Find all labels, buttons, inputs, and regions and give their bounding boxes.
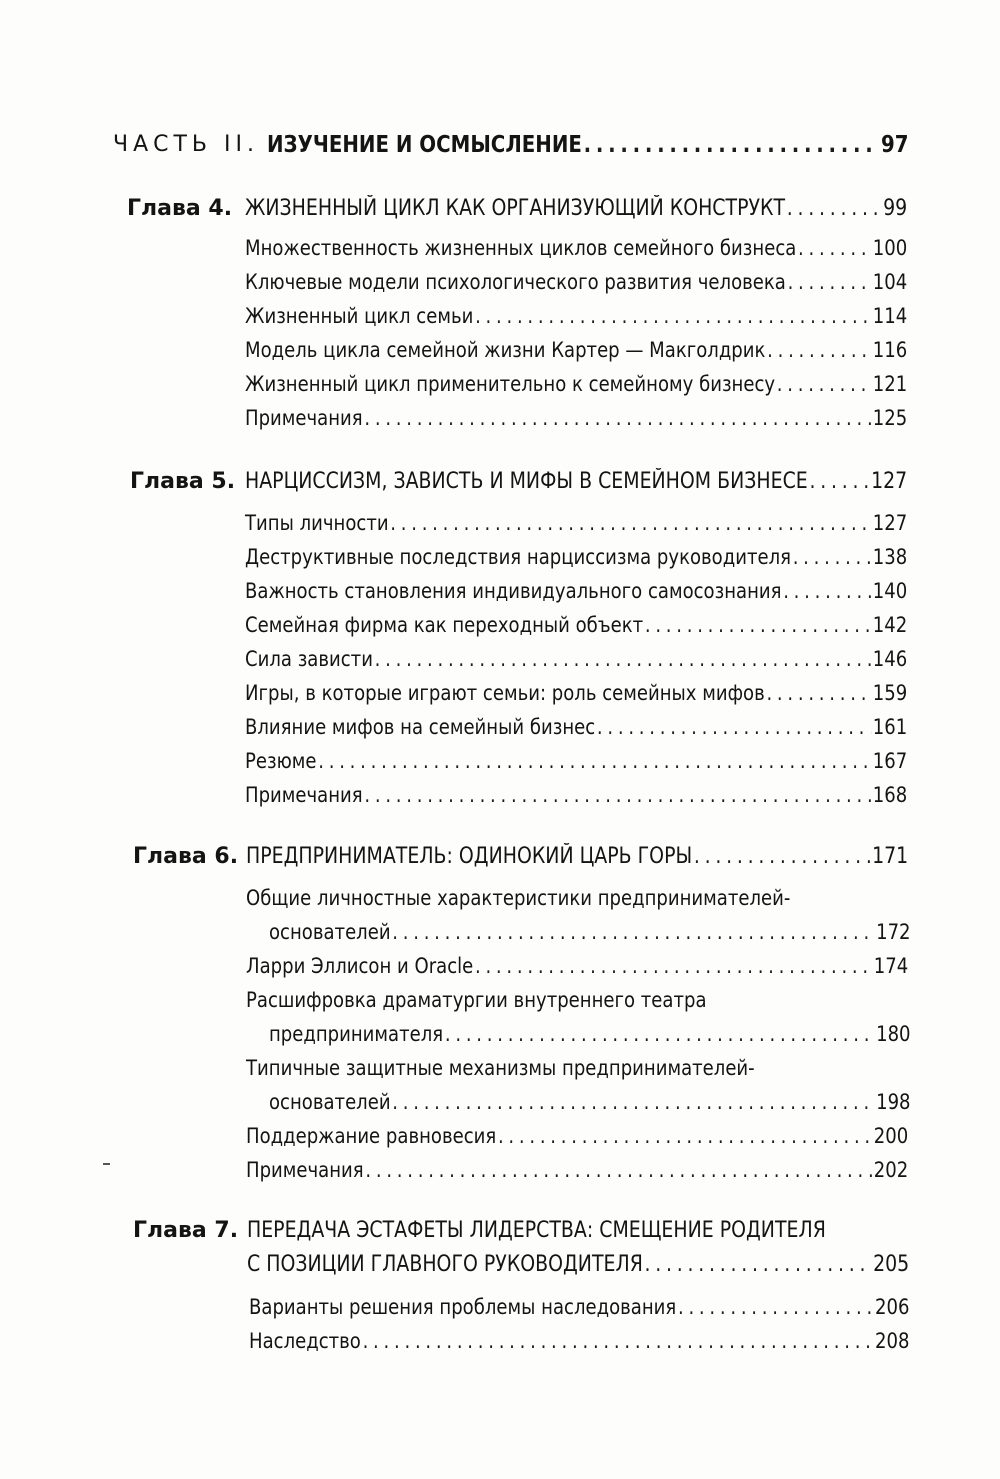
entry-title: Модель цикла семейной жизни Картер — Макголдрик xyxy=(245,338,766,362)
chapter-label: Глава 7. xyxy=(133,1218,239,1243)
entry-title: Сила зависти xyxy=(245,647,373,671)
leader-dots xyxy=(645,610,871,640)
toc-entry xyxy=(245,301,907,331)
entry-title-line2: предпринимателя xyxy=(269,1022,444,1046)
page-number: 99 xyxy=(883,196,908,221)
chapter-entry xyxy=(247,1250,909,1280)
page-number: 138 xyxy=(872,545,908,569)
entry-title: Влияние мифов на семейный бизнес xyxy=(245,715,596,739)
toc-entry xyxy=(249,1326,909,1356)
toc-entry xyxy=(249,1292,909,1322)
entry-title: Ларри Эллисон и Oracle xyxy=(246,954,474,978)
page-number: 205 xyxy=(873,1252,910,1277)
toc-entry xyxy=(246,1121,908,1151)
leader-dots xyxy=(392,1087,874,1117)
page-number: 171 xyxy=(872,844,909,869)
leader-dots xyxy=(793,542,871,572)
entry-title-line1: Типичные защитные механизмы предпринимателей- xyxy=(246,1056,755,1080)
leader-dots xyxy=(445,1019,874,1049)
toc-entry xyxy=(269,917,911,947)
toc-entry xyxy=(245,267,907,297)
leader-dots xyxy=(788,267,871,297)
chapter-title-line2: С ПОЗИЦИИ ГЛАВНОГО РУКОВОДИТЕЛЯ xyxy=(247,1252,643,1277)
toc-entry xyxy=(269,1087,911,1117)
page-number: 180 xyxy=(876,1022,911,1046)
leader-dots xyxy=(364,780,871,810)
page-number: 172 xyxy=(876,920,911,944)
leader-dots xyxy=(597,712,871,742)
entry-title-line1: Расшифровка драматургии внутреннего театра xyxy=(246,988,707,1012)
entry-title: Примечания xyxy=(245,783,363,807)
toc-entry xyxy=(245,712,907,742)
part-entry xyxy=(267,130,909,160)
chapter-label: Глава 6. xyxy=(133,844,239,869)
part-title: ИЗУЧЕНИЕ И ОСМЫСЛЕНИЕ xyxy=(267,132,582,158)
page-number: 127 xyxy=(871,469,908,494)
entry-title: Жизненный цикл семьи xyxy=(245,304,474,328)
margin-mark xyxy=(103,1163,110,1165)
toc-entry xyxy=(245,644,907,674)
toc-entry xyxy=(245,233,907,263)
page-number: 104 xyxy=(872,270,908,294)
entry-title: Варианты решения проблемы наследования xyxy=(249,1295,677,1319)
page-number: 161 xyxy=(872,715,908,739)
entry-title: Поддержание равновесия xyxy=(246,1124,497,1148)
toc-entry xyxy=(245,780,907,810)
entry-title: Наследство xyxy=(249,1329,361,1353)
entry-title: Примечания xyxy=(245,406,363,430)
part-label: ЧАСТЬ II. xyxy=(113,132,259,157)
leader-dots xyxy=(798,233,871,263)
leader-dots xyxy=(783,576,871,606)
toc-entry xyxy=(245,610,907,640)
toc-entry xyxy=(246,951,908,981)
chapter-title: ПРЕДПРИНИМАТЕЛЬ: ОДИНОКИЙ ЦАРЬ ГОРЫ xyxy=(246,844,693,869)
chapter-title: ЖИЗНЕННЫЙ ЦИКЛ КАК ОРГАНИЗУЮЩИЙ КОНСТРУКТ xyxy=(245,196,786,221)
page-number: 198 xyxy=(876,1090,911,1114)
page-number: 202 xyxy=(873,1158,909,1182)
leader-dots xyxy=(498,1121,872,1151)
leader-dots xyxy=(809,467,869,497)
leader-dots xyxy=(365,1155,872,1185)
leader-dots xyxy=(584,130,880,160)
entry-title: Множественность жизненных циклов семейного бизнеса xyxy=(245,236,797,260)
toc-entry xyxy=(245,369,907,399)
page-number: 208 xyxy=(874,1329,910,1353)
page-number: 174 xyxy=(873,954,909,978)
toc-entry xyxy=(269,1019,911,1049)
leader-dots xyxy=(767,335,871,365)
leader-dots xyxy=(475,951,872,981)
leader-dots xyxy=(645,1250,872,1280)
entry-title-line1: Общие личностные характеристики предпринимателей- xyxy=(246,886,791,910)
entry-title: Примечания xyxy=(246,1158,364,1182)
page-number: 127 xyxy=(872,511,908,535)
entry-title: Жизненный цикл применительно к семейному бизнесу xyxy=(245,372,776,396)
entry-title: Резюме xyxy=(245,749,317,773)
entry-title: Игры, в которые играют семьи: роль семейных мифов xyxy=(245,681,765,705)
chapter-entry xyxy=(245,194,907,224)
entry-title: Типы личности xyxy=(245,511,389,535)
leader-dots xyxy=(390,508,871,538)
leader-dots xyxy=(392,917,874,947)
leader-dots xyxy=(777,369,871,399)
leader-dots xyxy=(363,1326,874,1356)
page-number: 121 xyxy=(872,372,908,396)
leader-dots xyxy=(375,644,871,674)
page-number: 116 xyxy=(872,338,908,362)
toc-entry xyxy=(245,746,907,776)
leader-dots xyxy=(318,746,871,776)
leader-dots xyxy=(766,678,871,708)
page-number: 167 xyxy=(872,749,908,773)
leader-dots xyxy=(364,403,871,433)
chapter-label: Глава 5. xyxy=(130,469,236,494)
leader-dots xyxy=(678,1292,873,1322)
chapter-title-line1: ПЕРЕДАЧА ЭСТАФЕТЫ ЛИДЕРСТВА: СМЕЩЕНИЕ РОДИТЕЛЯ xyxy=(247,1218,826,1243)
toc-entry xyxy=(245,335,907,365)
entry-title: Деструктивные последствия нарциссизма руководителя xyxy=(245,545,791,569)
toc-entry xyxy=(245,678,907,708)
page-number: 140 xyxy=(872,579,908,603)
chapter-label: Глава 4. xyxy=(127,196,233,221)
entry-title: Важность становления индивидуального самосознания xyxy=(245,579,782,603)
leader-dots xyxy=(475,301,871,331)
page-number: 168 xyxy=(872,783,908,807)
toc-entry xyxy=(245,576,907,606)
page-number: 206 xyxy=(874,1295,910,1319)
page-number: 142 xyxy=(872,613,908,637)
page-number: 125 xyxy=(872,406,908,430)
page-number: 97 xyxy=(881,132,909,158)
toc-entry xyxy=(245,403,907,433)
chapter-title: НАРЦИССИЗМ, ЗАВИСТЬ И МИФЫ В СЕМЕЙНОМ БИЗНЕСЕ xyxy=(245,469,808,494)
toc-entry xyxy=(245,508,907,538)
leader-dots xyxy=(787,194,882,224)
entry-title-line2: основателей xyxy=(269,920,391,944)
entry-title: Семейная фирма как переходный объект xyxy=(245,613,644,637)
page-number: 114 xyxy=(872,304,908,328)
toc-entry xyxy=(245,542,907,572)
entry-title: Ключевые модели психологического развития человека xyxy=(245,270,786,294)
page-number: 146 xyxy=(872,647,908,671)
chapter-entry xyxy=(245,467,907,497)
page-number: 159 xyxy=(872,681,908,705)
leader-dots xyxy=(694,842,870,872)
entry-title-line2: основателей xyxy=(269,1090,391,1114)
page-number: 100 xyxy=(872,236,908,260)
toc-entry xyxy=(246,1155,908,1185)
page-number: 200 xyxy=(873,1124,909,1148)
chapter-entry xyxy=(246,842,908,872)
